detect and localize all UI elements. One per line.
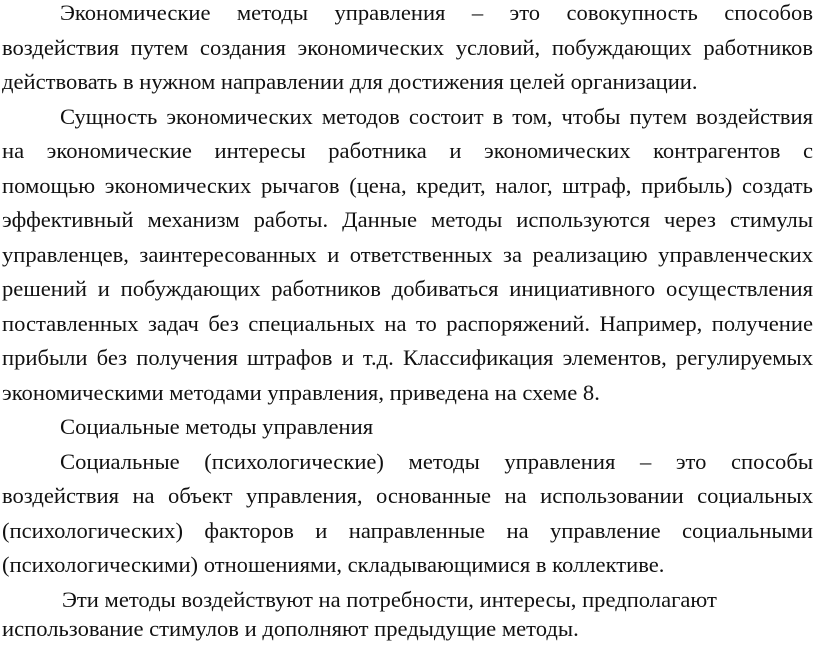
text-line: действовать в нужном направлении для достижения целей организации.	[2, 69, 698, 94]
text-line: экономическими методами управления, приведена на схеме 8.	[2, 380, 600, 405]
text-line: (психологических) факторов и направленные на управление социальными	[2, 518, 813, 543]
text-line: эффективный механизм работы. Данные методы используются через стимулы	[2, 207, 813, 232]
text-line: прибыли без получения штрафов и т.д. Классификация элементов, регулируемых	[2, 345, 813, 370]
text-line: решений и побуждающих работников добиваться инициативного осуществления	[2, 276, 813, 301]
text-line: поставленных задач без специальных на то распоряжений. Например, получение	[2, 311, 813, 336]
text-line: Эти методы воздействуют на потребности, интересы, предполагают	[62, 587, 717, 612]
text-line: помощью экономических рычагов (цена, кредит, налог, штраф, прибыль) создать	[2, 173, 813, 198]
text-line: воздействия путем создания экономических условий, побуждающих работников	[2, 35, 813, 60]
text-line: Социальные (психологические) методы управления – это способы	[60, 449, 813, 474]
text-line: использование стимулов и дополняют предыдущие методы.	[2, 616, 579, 641]
text-line: воздействия на объект управления, основанные на использовании социальных	[2, 483, 813, 508]
text-line: управленцев, заинтересованных и ответственных за реализацию управленческих	[2, 242, 813, 267]
section-heading-social-methods: Социальные методы управления	[60, 414, 374, 439]
text-line: Экономические методы управления – это совокупность способов	[60, 0, 813, 25]
text-line: Сущность экономических методов состоит в том, чтобы путем воздействия	[60, 104, 813, 129]
text-line: (психологическими) отношениями, складывающимися в коллективе.	[2, 552, 665, 577]
text-line: на экономические интересы работника и экономических контрагентов с	[2, 138, 813, 163]
